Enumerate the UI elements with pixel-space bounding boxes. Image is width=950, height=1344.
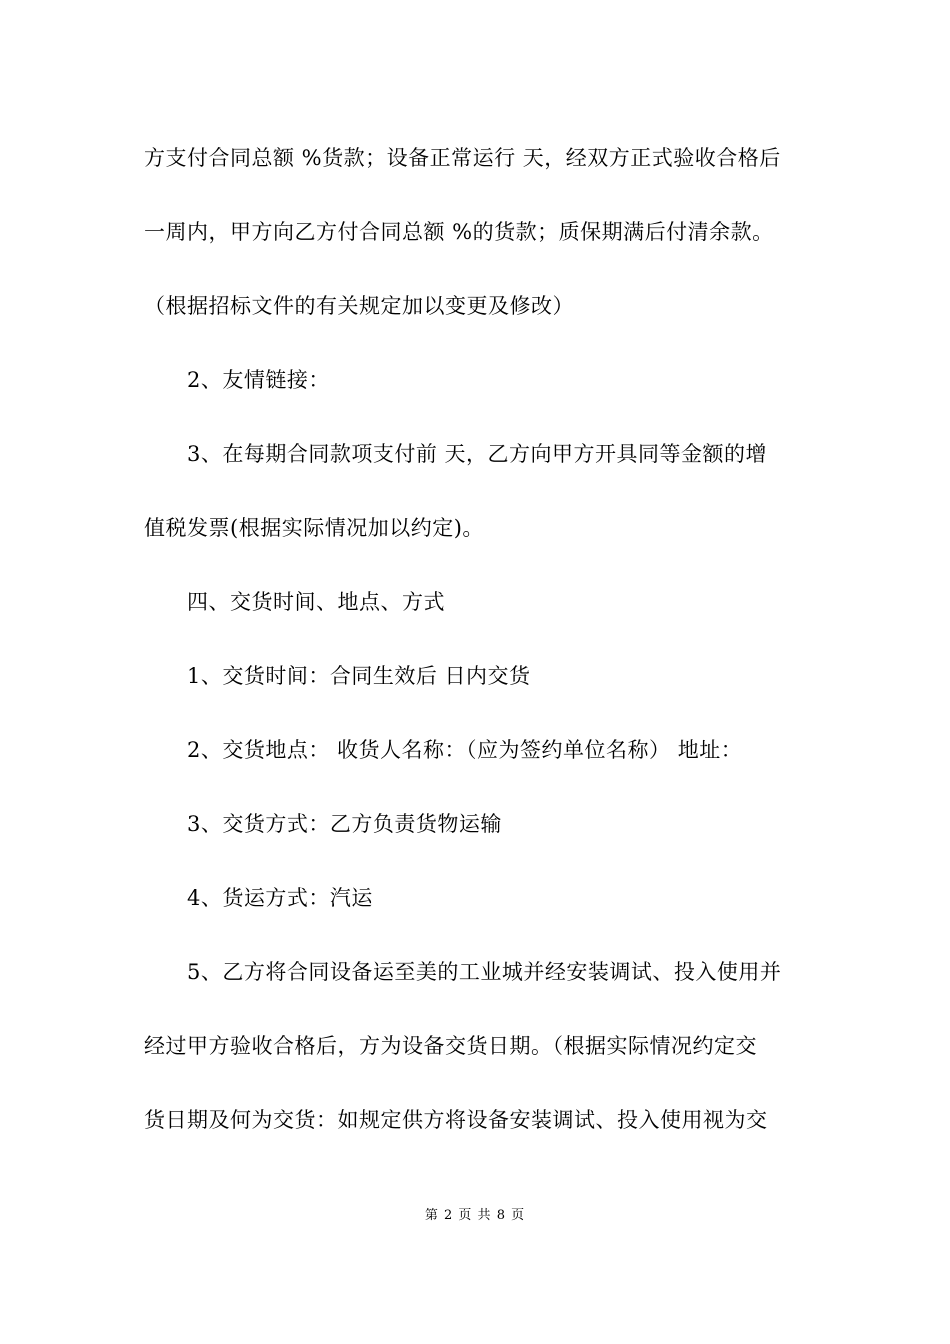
text-line: 2、友情链接： [144, 368, 330, 392]
text-line: 货日期及何为交货：如规定供方将设备安装调试、投入使用视为交 [144, 1108, 768, 1132]
text-line: 3、交货方式：乙方负责货物运输 [144, 812, 502, 836]
section-heading: 四、交货时间、地点、方式 [144, 590, 445, 614]
text-line: 4、货运方式：汽运 [144, 886, 373, 910]
page-number: 第 2 页 共 8 页 [424, 1208, 526, 1223]
text-line: 一周内，甲方向乙方付合同总额 %的货款；质保期满后付清余款。 [144, 220, 774, 244]
text-line: 3、在每期合同款项支付前 天，乙方向甲方开具同等金额的增 [144, 442, 768, 466]
text-line: 值税发票(根据实际情况加以约定)。 [144, 516, 484, 540]
text-line: 方支付合同总额 %货款；设备正常运行 天，经双方正式验收合格后 [144, 146, 781, 170]
text-line: 1、交货时间：合同生效后 日内交货 [144, 664, 531, 688]
text-line: 经过甲方验收合格后，方为设备交货日期。（根据实际情况约定交 [144, 1034, 757, 1058]
text-line: （根据招标文件的有关规定加以变更及修改） [144, 294, 574, 318]
text-line: 5、乙方将合同设备运至美的工业城并经安装调试、投入使用并 [144, 960, 782, 984]
text-line: 2、交货地点： 收货人名称：（应为签约单位名称） 地址： [144, 738, 743, 762]
